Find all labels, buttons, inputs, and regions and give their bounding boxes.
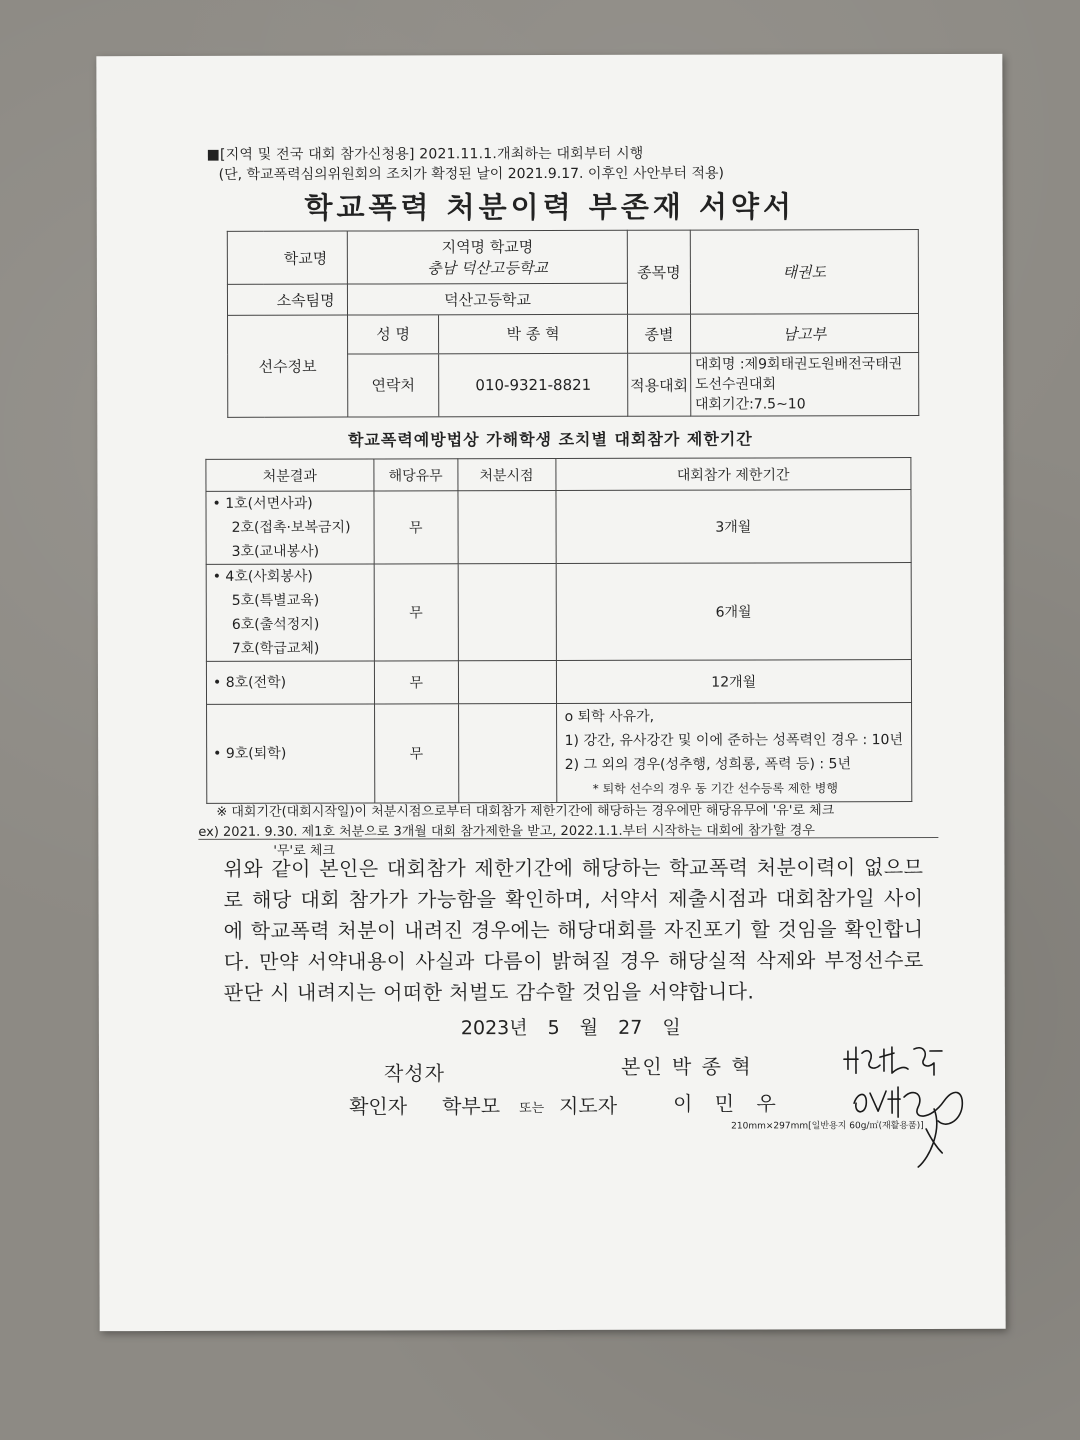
- school-label: 학교명: [264, 231, 347, 284]
- sport-label: 종목명: [627, 230, 690, 314]
- confirmer-role: 학부모: [442, 1094, 501, 1119]
- pledge-text: 위와 같이 본인은 대회참가 제한기간에 해당하는 학교폭력 처분이력이 없으므로 해당 대회 참가가 가능함을 확인하며, 서약서 제출시점과 대회참가일 사이에 학교폭력 처분이 내려진 경우에는 해당대회를 자진포기 할 것임을 확인합니다. 만약 서약내용이 사실과 다름이 밝혀질 경우 해당실적 삭제와 부정선수로 판단 시 내려지는 어떠한 처벌도 감수할 것임을 서약합니다.: [223, 855, 924, 1005]
- header-line-2: (단, 학교폭력심의위원회의 조치가 확정된 날이 2021.9.17. 이후인 사안부터 적용): [218, 165, 725, 183]
- contact-row: [348, 353, 628, 417]
- list-item: 3호(교내봉사): [231, 543, 320, 560]
- contact-label: 연락처: [348, 354, 439, 416]
- list-item: 7호(학급교체): [231, 640, 320, 657]
- row-2-period: 6개월: [556, 563, 912, 661]
- coach-label: 지도자: [559, 1093, 618, 1118]
- name-row: [348, 314, 628, 354]
- row-1-applicable: 무: [374, 491, 458, 564]
- event-name-cont: 도선수권대회: [694, 376, 777, 393]
- table-title: 학교폭력예방법상 가해학생 조치별 대회참가 제한기간: [347, 429, 753, 450]
- writer-label: 작성자: [383, 1061, 445, 1086]
- name-value: 박 종 혁: [506, 324, 560, 344]
- row-3-time: [458, 660, 556, 703]
- row-4-applicable: 무: [374, 704, 458, 803]
- player-info-label: 선수정보: [228, 315, 348, 417]
- school-sub-label: 지역명 학교명: [441, 238, 534, 257]
- header-line-1: ■[지역 및 전국 대회 참가신청용] 2021.11.1.개최하는 대회부터 시행: [206, 145, 644, 163]
- row-3-applicable: 무: [374, 661, 458, 704]
- event-cell: [690, 353, 918, 417]
- list-item: • 8호(전학): [212, 674, 287, 691]
- row-1-time: [458, 490, 556, 563]
- row-1-items: [206, 491, 374, 564]
- category-label: 종별: [628, 314, 691, 353]
- note-1: ※ 대회기간(대회시작일)이 처분시점으로부터 대회참가 제한기간에 해당하는 경우에만 해당유무에 '유'로 체크: [216, 803, 835, 820]
- player-info-table: [227, 229, 919, 418]
- list-item: • 1호(서면사과): [212, 495, 313, 512]
- row-4-items: [207, 704, 375, 803]
- handwritten-signature: [834, 1029, 994, 1179]
- row-3-period: 12개월: [556, 660, 912, 704]
- expel-footnote: * 퇴학 선수의 경우 동 기간 선수등록 제한 병행: [592, 781, 838, 796]
- team-label: 소속팀명: [264, 284, 347, 315]
- paper-spec: 210mm×297mm[일반용지 60g/㎡(재활용품)]: [731, 1121, 924, 1132]
- team-value: 덕산고등학교: [347, 283, 627, 315]
- category-value: 남고부: [690, 314, 918, 354]
- name-label: 성 명: [348, 315, 439, 353]
- list-item: 5호(특별교육): [231, 592, 320, 609]
- document-title: 학교폭력 처분이력 부존재 서약서: [304, 189, 796, 225]
- list-item: 2호(접촉·보복금지): [231, 519, 351, 536]
- expel-rule-1: 1) 강간, 유사강간 및 이에 준하는 성폭력인 경우 : 10년: [564, 732, 904, 749]
- header-period: 대회참가 제한기간: [555, 458, 911, 491]
- event-period: 대회기간:7.5~10: [694, 396, 806, 413]
- header-applicable: 해당유무: [374, 459, 458, 491]
- row-4-period: [556, 703, 912, 803]
- document-sheet: [96, 54, 1005, 1331]
- expel-intro: o 퇴학 사유가,: [564, 708, 655, 725]
- signing-date: 2023년 5 월 27 일: [460, 1016, 681, 1040]
- or-text: 또는: [519, 1101, 545, 1117]
- row-2-time: [458, 563, 556, 660]
- sport-value: 태권도: [690, 230, 918, 315]
- note-3: '무'로 체크: [273, 843, 335, 859]
- list-item: • 9호(퇴학): [213, 745, 287, 762]
- row-1-period: 3개월: [555, 490, 911, 564]
- writer-value: 본인 박 종 혁: [620, 1054, 753, 1079]
- list-item: • 4호(사회봉사): [212, 568, 313, 585]
- header-result: 처분결과: [206, 459, 374, 491]
- expel-rule-2: 2) 그 외의 경우(성추행, 성희롱, 폭력 등) : 5년: [564, 756, 851, 773]
- school-cell: [347, 230, 627, 284]
- school-value: 충남 덕산고등학교: [427, 259, 548, 278]
- row-3-items: [206, 661, 374, 704]
- contact-value: 010-9321-8821: [475, 375, 592, 395]
- coach-value: 이 민 우: [673, 1091, 784, 1116]
- row-4-time: [458, 703, 556, 802]
- event-label: 적용대회: [628, 353, 691, 416]
- confirmer-label: 확인자: [349, 1094, 408, 1119]
- row-2-applicable: 무: [374, 564, 458, 661]
- list-item: 6호(출석정지): [231, 616, 320, 633]
- row-2-items: [206, 564, 374, 661]
- restriction-table: [205, 457, 912, 804]
- event-name: 대회명 :제9회태권도원배전국태권: [694, 356, 903, 373]
- header-time: 처분시점: [458, 458, 556, 490]
- note-2: ex) 2021. 9.30. 제1호 처분으로 3개월 대회 참가제한을 받고, 2022.1.1.부터 시작하는 대회에 참가할 경우: [198, 823, 815, 840]
